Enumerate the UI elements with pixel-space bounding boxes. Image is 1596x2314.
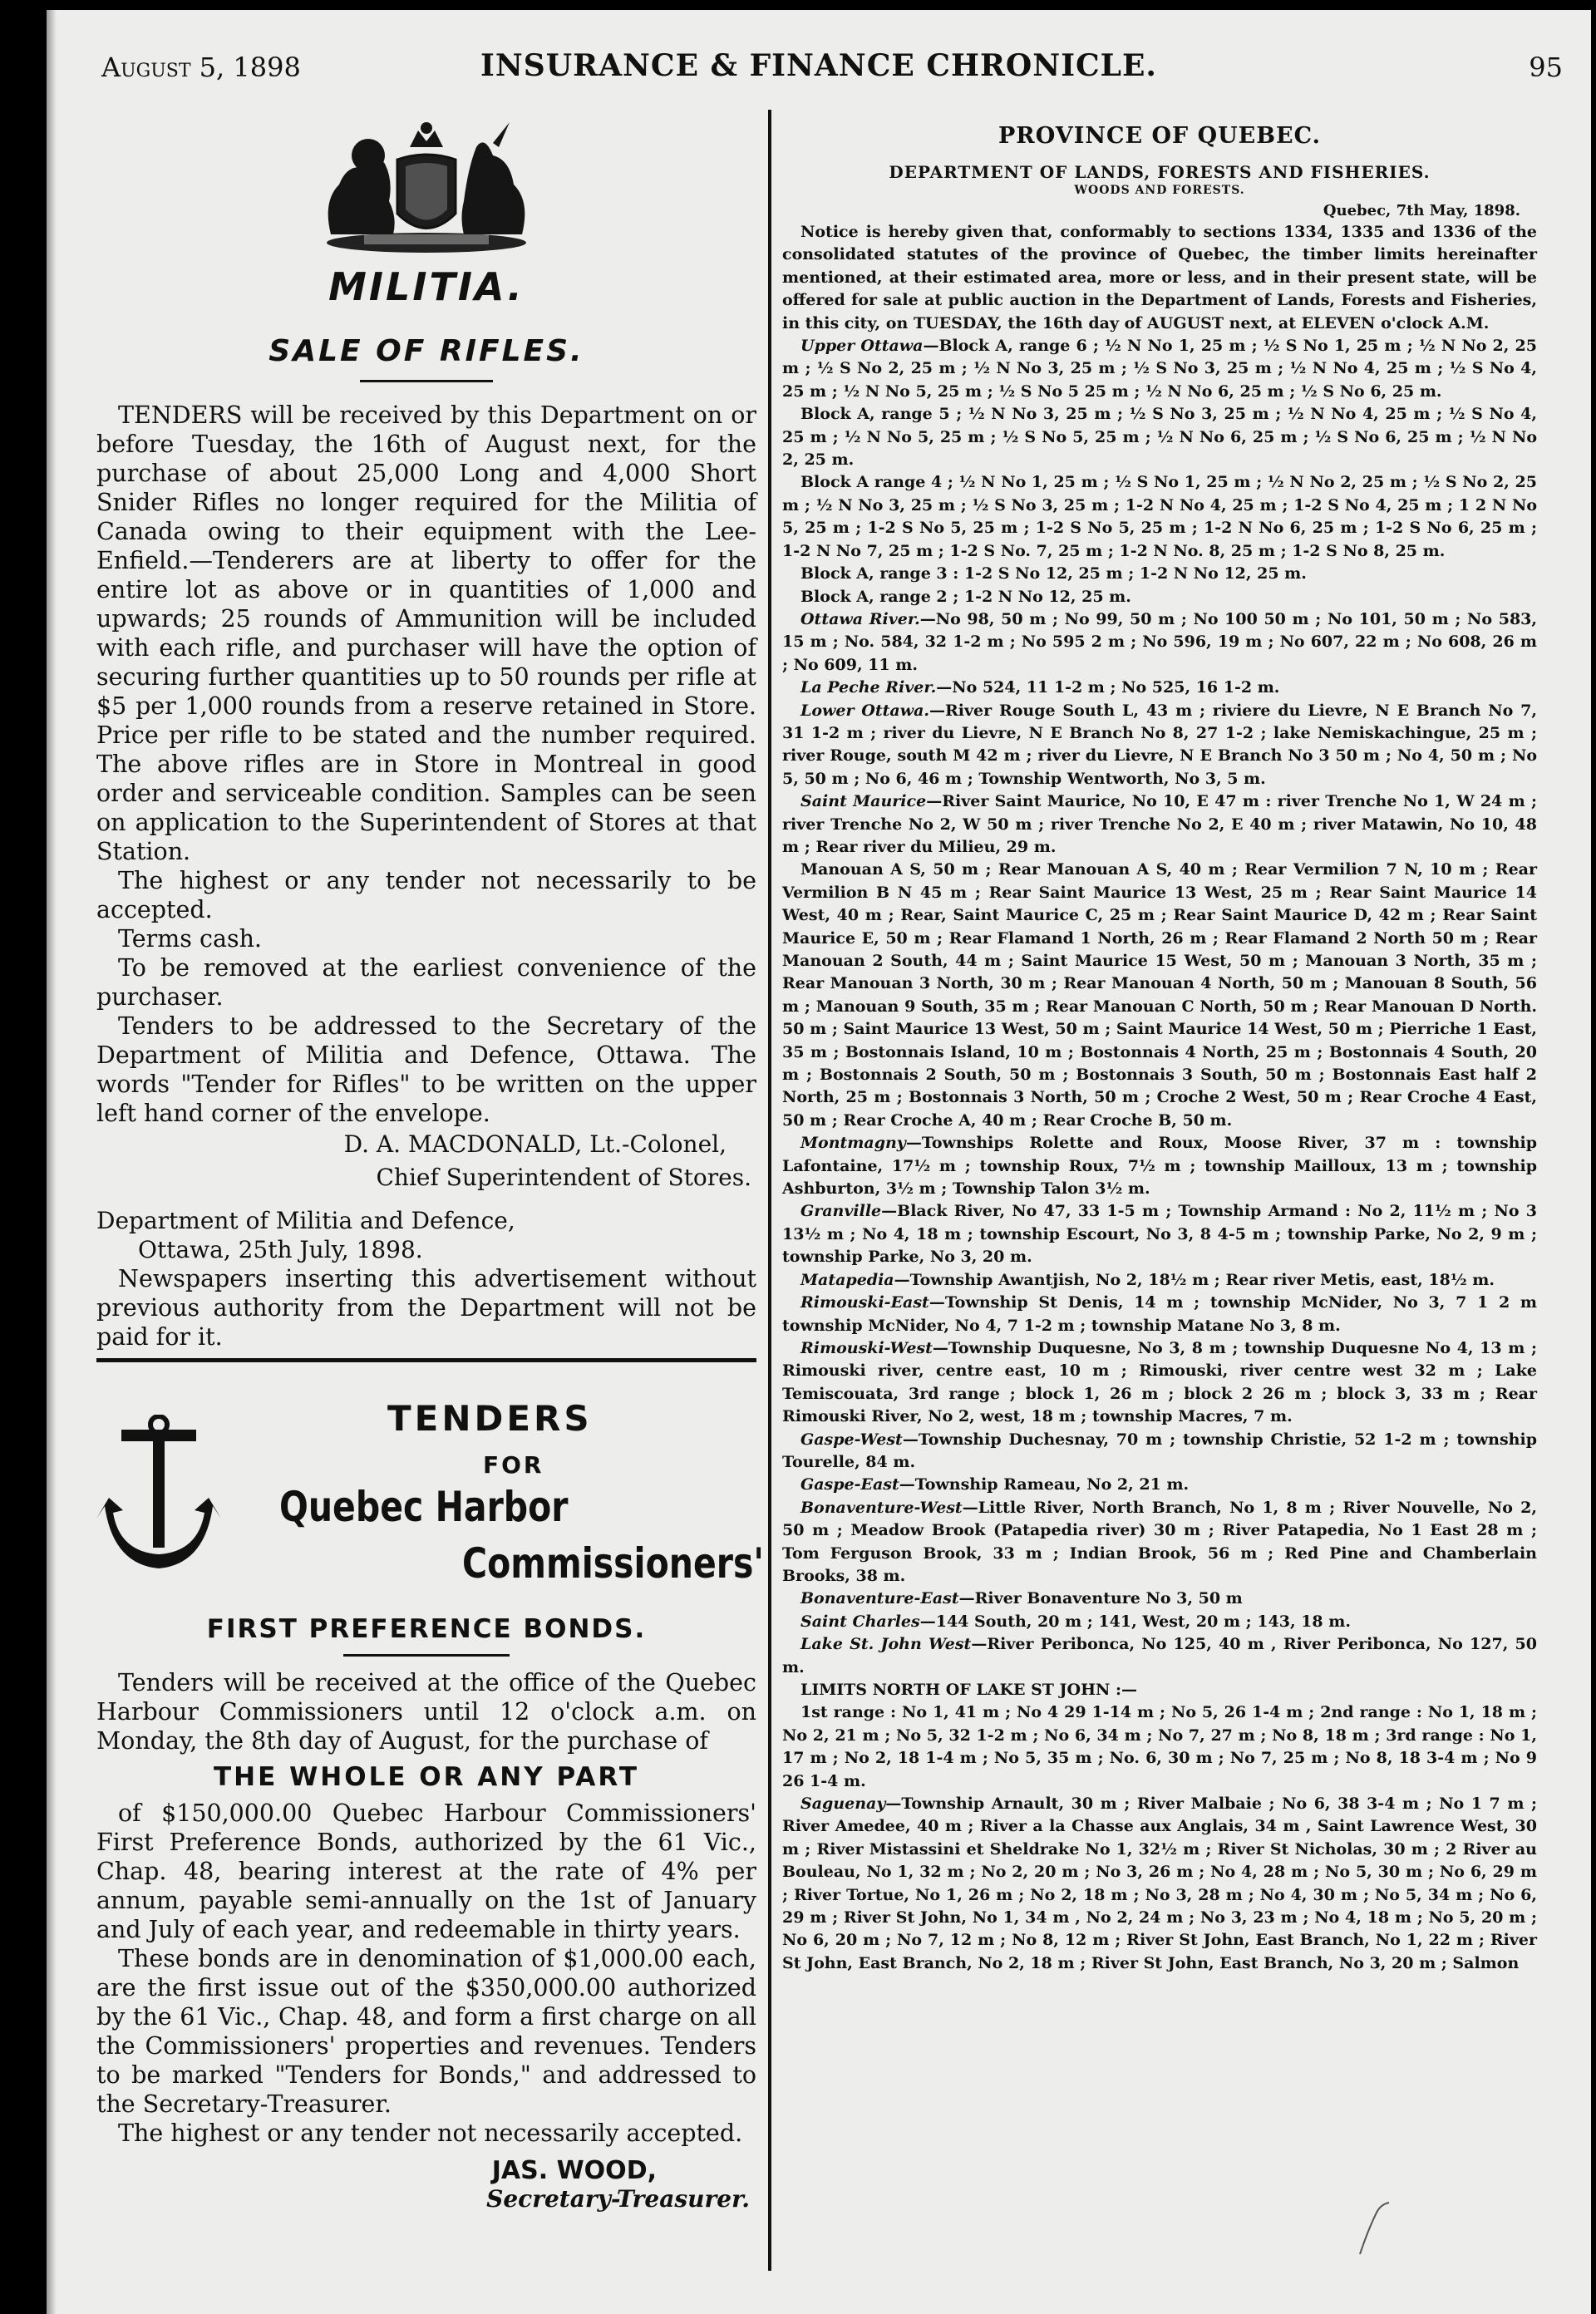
harbor-advert bbox=[96, 1373, 764, 2213]
timber-limit-entry bbox=[782, 1292, 1537, 1337]
region-label: Saint Charles bbox=[800, 1612, 920, 1631]
header-date: August 5, 1898 bbox=[101, 52, 301, 83]
timber-limit-entry bbox=[782, 1611, 1537, 1633]
entry-text: —Townships Rolette and Roux, Moose River, 37 m : township Lafontaine, 17½ m ; township Roux, 7½ m ; township Mailloux, 13 m ; township Ashburton, 3½ m ; Township Talon 3½ m. bbox=[782, 1134, 1537, 1199]
timber-limit-entry bbox=[782, 1132, 1537, 1200]
militia-paragraph: To be removed at the earliest convenience of the purchaser. bbox=[96, 954, 756, 1011]
right-column bbox=[782, 118, 1537, 1975]
province-title: PROVINCE OF QUEBEC. bbox=[998, 123, 1322, 149]
timber-limit-entry bbox=[782, 1633, 1537, 1679]
dept-line: Department of Militia and Defence, bbox=[96, 1207, 515, 1234]
timber-limit-entry bbox=[782, 700, 1537, 791]
timber-limit-entry bbox=[782, 1474, 1537, 1496]
entry-text: —Township Duchesnay, 70 m ; township Christie, 52 1-2 m ; township Tourelle, 84 m. bbox=[782, 1430, 1537, 1471]
entry-text: —Township Arnault, 30 m ; River Malbaie ; No 6, 38 3-4 m ; No 1 7 m ; River Amedee, 40 m ; River a la Chasse aux Anglais, 34 m , Saint Lawrence West, 30 m ; River Mistassini et Sheldrake No 1, 32½ m ; River St Nicholas, 30 m ; 2 River au Bouleau, No 1, 32 m ; No 2, 20 m ; No 3, 26 m ; No 4, 28 m ; No 5, 30 m ; No 6, 29 m ; River Tortue, No 1, 26 m ; No 2, 18 m ; No 3, 28 m ; No 4, 30 m ; No 5, 34 m ; No 6, 29 m ; River St John, No 1, 34 m , No 2, 24 m ; No 3, 23 m ; No 4, 18 m ; No 5, 20 m ; No 6, 20 m ; No 7, 12 m ; No 8, 12 m ; River St John, East Branch, No 1, 22 m ; River St John, East Branch, No 2, 18 m ; River St John, East Branch, No 3, 20 m ; Salmon bbox=[782, 1795, 1537, 1972]
timber-limit-list bbox=[782, 335, 1537, 1975]
region-label: Rimouski-West bbox=[800, 1338, 933, 1357]
region-label: Gaspe-West bbox=[800, 1430, 903, 1449]
harbor-intro bbox=[96, 1668, 756, 1755]
militia-dept-address bbox=[96, 1206, 756, 1264]
entry-text: —144 South, 20 m ; 141, West, 20 m ; 143, 18 m. bbox=[919, 1612, 1351, 1631]
entry-text: —Little River, North Branch, No 1, 8 m ; River Nouvelle, No 2, 50 m ; Meadow Brook (Patapedia river) 30 m ; River Patapedia, No 1 East 28 m ; Tom Ferguson Brook, 33 m ; Indian Brook, 56 m ; Red Pine and Chamberlain Brooks, 38 m. bbox=[782, 1498, 1537, 1585]
entry-text: —River Bonaventure No 3, 50 m bbox=[958, 1589, 1243, 1608]
entry-text: Block A, range 5 ; ½ N No 3, 25 m ; ½ S No 3, 25 m ; ½ N No 4, 25 m ; ½ S No 4, 25 m ; ½ N No 5, 25 m ; ½ S No 5, 25 m ; ½ N No 6, 25 m ; ½ S No 6, 25 m ; ½ N No 2, 25 m. bbox=[782, 405, 1537, 470]
harbor-name-line1: Quebec Harbor bbox=[279, 1483, 569, 1531]
tenders-heading: TENDERS bbox=[387, 1398, 593, 1439]
timber-limit-entry bbox=[782, 1793, 1537, 1975]
sale-of-rifles-heading: SALE OF RIFLES. bbox=[268, 334, 584, 368]
harbor-paragraph: These bonds are in denomination of $1,000.00 each, are the first issue out of the $350,000.00 authorized by the 61 Vic., Chap. 48, and form a first charge on all the Commissioners' properties and revenues. Tenders to be marked "Tenders for Bonds," and addressed to the Secretary-Treasurer. bbox=[96, 1945, 756, 2118]
woods-subheading: WOODS AND FORESTS. bbox=[1074, 184, 1245, 197]
region-label: Matapedia bbox=[800, 1270, 894, 1289]
entry-text: —No 98, 50 m ; No 99, 50 m ; No 100 50 m ; No 101, 50 m ; No 583, 15 m ; No. 584, 32 1-2 m ; No 595 2 m ; No 596, 19 m ; No 607, 22 m ; No 608, 26 m ; No 609, 11 m. bbox=[782, 609, 1537, 674]
harbor-signer: JAS. WOOD, bbox=[491, 2156, 657, 2185]
entry-text: —River Rouge South L, 43 m ; riviere du Lievre, N E Branch No 7, 31 1-2 m ; river du Lievre, N E Branch No 8, 27 1-2 ; lake Nemiskachingue, 25 m ; river Rouge, south M 42 m ; river du Lievre, N E Branch No 3 50 m ; No 4, 50 m ; No 5, 50 m ; No 6, 46 m ; Township Wentworth, No 3, 5 m. bbox=[782, 701, 1537, 788]
timber-limit-entry bbox=[782, 1200, 1537, 1268]
entry-text: LIMITS NORTH OF LAKE ST JOHN :— bbox=[800, 1681, 1138, 1699]
region-label: Granville bbox=[800, 1202, 882, 1221]
entry-text: Block A, range 3 : 1-2 S No 12, 25 m ; 1-2 N No 12, 25 m. bbox=[800, 564, 1307, 583]
harbor-signer-title: Secretary-Treasurer. bbox=[486, 2185, 750, 2213]
timber-limit-entry bbox=[782, 335, 1537, 403]
region-label: Gaspe-East bbox=[800, 1475, 899, 1494]
newspaper-note bbox=[96, 1264, 756, 1351]
for-heading: FOR bbox=[483, 1451, 544, 1479]
anchor-icon bbox=[96, 1415, 221, 1581]
harbor-body bbox=[96, 1799, 756, 2148]
column-divider bbox=[768, 110, 771, 2271]
entry-text: 1st range : No 1, 41 m ; No 4 29 1-14 m ; No 5, 26 1-4 m ; 2nd range : No 1, 18 m ; No 2, 21 m ; No 5, 32 1-2 m ; No 6, 34 m ; No 7, 27 m ; No 8, 18 m ; 3rd range : No 1, 17 m ; No 2, 18 1-4 m ; No 5, 35 m ; No. 6, 30 m ; No 7, 25 m ; No 8, 18 3-4 m ; No 9 26 1-4 m. bbox=[782, 1703, 1537, 1790]
entry-text: Block A range 4 ; ½ N No 1, 25 m ; ½ S No 1, 25 m ; ½ N No 2, 25 m ; ½ S No 2, 25 m ; ½ N No 3, 25 m ; ½ S No 3, 25 m ; 1-2 N No 4, 25 m ; 1-2 S No 4, 25 m ; 1 2 N No 5, 25 m ; 1-2 S No 5, 25 m ; 1-2 S No 5, 25 m ; 1-2 N No 6, 25 m ; 1-2 S No 6, 25 m ; 1-2 N No 7, 25 m ; 1-2 S No. 7, 25 m ; 1-2 N No. 8, 25 m ; 1-2 S No 8, 25 m. bbox=[782, 473, 1537, 560]
timber-limit-entry bbox=[782, 471, 1537, 563]
signer-title: Chief Superintendent of Stores. bbox=[376, 1164, 751, 1191]
page-edge-shadow bbox=[47, 10, 57, 2314]
timber-limit-entry bbox=[782, 563, 1537, 585]
entry-text: —No 524, 11 1-2 m ; No 525, 16 1-2 m. bbox=[936, 678, 1280, 697]
militia-signature bbox=[96, 1128, 756, 1194]
timber-limit-entry bbox=[782, 790, 1537, 859]
entry-text: —Township Awantjish, No 2, 18½ m ; Rear river Metis, east, 18½ m. bbox=[894, 1270, 1495, 1289]
harbor-name-line2: Commissioners' bbox=[462, 1539, 764, 1588]
region-label: Upper Ottawa bbox=[800, 337, 924, 356]
entry-text: —River Saint Maurice, No 10, E 47 m : river Trenche No 1, W 24 m ; river Trenche No 2, W 50 m ; river Trenche No 2, E 40 m ; river Matawin, No 10, 48 m ; Rear river du Milieu, 29 m. bbox=[782, 792, 1537, 856]
region-label: Lower Ottawa. bbox=[800, 701, 929, 720]
harbor-paragraph: of $150,000.00 Quebec Harbour Commissioners' First Preference Bonds, authorized by the 61 Vic., Chap. 48, bearing interest at the rate of 4% per annum, payable semi-annually on the 1st of January and July of each year, and redeemable in thirty years. bbox=[96, 1800, 756, 1943]
region-label: Lake St. John West bbox=[800, 1635, 972, 1654]
timber-limit-entry bbox=[782, 1588, 1537, 1610]
first-preference-bonds-heading: FIRST PREFERENCE BONDS. bbox=[206, 1614, 647, 1644]
notice-date: Quebec, 7th May, 1898. bbox=[1323, 202, 1520, 219]
whole-or-any-part-heading: THE WHOLE OR ANY PART bbox=[214, 1762, 639, 1792]
militia-heading: MILITIA. bbox=[328, 264, 525, 309]
militia-paragraph: Terms cash. bbox=[118, 925, 262, 953]
dept-line: Ottawa, 25th July, 1898. bbox=[138, 1236, 423, 1263]
timber-limit-entry bbox=[782, 1429, 1537, 1475]
entry-text: —Block A, range 6 ; ½ N No 1, 25 m ; ½ S No 1, 25 m ; ½ N No 2, 25 m ; ½ S No 2, 25 m ; ½ N No 3, 25 m ; ½ S No 3, 25 m ; ½ N No 4, 25 m ; ½ S No 4, 25 m ; ½ N No 5, 25 m ; ½ S No 5 25 m ; ½ N No 6, 25 m ; ½ S No 6, 25 m. bbox=[782, 337, 1537, 401]
header-page-number: 95 bbox=[1529, 52, 1563, 83]
militia-paragraph: TENDERS will be received by this Department on or before Tuesday, the 16th of August next, for the purchase of about 25,000 Long and 4,000 Short Snider Rifles no longer required for the Militia of Canada owing to their equipment with the Lee-Enfield.—Tenderers are at liberty to offer for the entire lot as above or in quantities of 1,000 and upwards; 25 rounds of Ammunition will be included with each rifle, and purchaser will have the option of securing further quantities up to 50 rounds per rifle at $5 per 1,000 rounds from a reserve retained in Store. Price per rifle to be stated and the number required. The above rifles are in Store in Montreal in good order and serviceable condition. Samples can be seen on application to the Superintendent of Stores at that Station. bbox=[96, 401, 756, 865]
entry-text: —Township St Denis, 14 m ; township McNider, No 3, 7 1 2 m township McNider, No 4, 7 1-2 m ; township Matane No 3, 8 m. bbox=[782, 1293, 1537, 1335]
header-title: INSURANCE & FINANCE CHRONICLE. bbox=[480, 48, 1157, 83]
page-header bbox=[47, 43, 1591, 93]
militia-paragraph: The highest or any tender not necessarily to be accepted. bbox=[96, 867, 756, 923]
heading-rule bbox=[343, 1654, 510, 1657]
entry-text: —Township Duquesne, No 3, 8 m ; township Duquesne No 4, 13 m ; Rimouski river, centre east, 10 m ; Rimouski, river centre west 32 m ; Lake Temiscouata, 3rd range ; block 1, 26 m ; block 2 26 m ; block 3, 33 m ; Rear Rimouski River, No 2, west, 18 m ; township Macres, 7 m. bbox=[782, 1338, 1537, 1426]
region-label: Bonaventure-East bbox=[800, 1589, 959, 1608]
region-label: Montmagny bbox=[800, 1134, 906, 1153]
timber-limit-entry bbox=[782, 586, 1537, 608]
militia-paragraph: Tenders to be addressed to the Secretary of the Department of Militia and Defence, Ottawa. The words "Tender for Rifles" to be written on the upper left hand corner of the envelope. bbox=[96, 1012, 756, 1127]
entry-text: Manouan A S, 50 m ; Rear Manouan A S, 40 m ; Rear Vermilion 7 N, 10 m ; Rear Vermilion B N 45 m ; Rear Saint Maurice 13 West, 25 m ; Rear Saint Maurice 14 West, 40 m ; Rear, Saint Maurice C, 25 m ; Rear Saint Maurice D, 42 m ; Rear Saint Maurice E, 50 m ; Rear Flamand 1 North, 26 m ; Rear Flamand 2 North 50 m ; Rear Manouan 2 South, 44 m ; Saint Maurice 15 West, 50 m ; Manouan 3 North, 35 m ; Rear Manouan 3 North, 30 m ; Rear Manouan 4 North, 50 m ; Manouan 8 South, 56 m ; Manouan 9 South, 35 m ; Rear Manouan C North, 50 m ; Rear Manouan D North. 50 m ; Saint Maurice 13 West, 50 m ; Saint Maurice 14 West, 50 m ; Pierriche 1 East, 35 m ; Bostonnais Island, 10 m ; Bostonnais 4 North, 25 m ; Bostonnais 4 South, 20 m ; Bostonnais 2 South, 50 m ; Bostonnais 3 South, 50 m ; Bostonnais East half 2 North, 25 m ; Bostonnais 3 North, 50 m ; Croche 2 West, 50 m ; Rear Croche 4 East, 50 m ; Rear Croche A, 40 m ; Rear Croche B, 50 m. bbox=[782, 860, 1537, 1130]
newspaper-note-text: Newspapers inserting this advertisement without previous authority from the Department will not be paid for it. bbox=[96, 1265, 756, 1351]
harbor-intro-text: Tenders will be received at the office of the Quebec Harbour Commissioners until 12 o'clock a.m. on Monday, the 8th day of August, for the purchase of bbox=[96, 1669, 756, 1755]
signer-name: D. A. MACDONALD, Lt.-Colonel, bbox=[343, 1130, 727, 1158]
timber-limit-entry bbox=[782, 1679, 1537, 1701]
section-divider bbox=[96, 1358, 756, 1362]
region-label: Saguenay bbox=[800, 1795, 886, 1814]
timber-limit-entry bbox=[782, 677, 1537, 699]
timber-limit-entry bbox=[782, 1497, 1537, 1588]
department-heading: DEPARTMENT OF LANDS, FORESTS AND FISHERIES. bbox=[889, 162, 1431, 182]
pencil-mark-icon bbox=[1352, 2196, 1401, 2262]
harbor-heading-block bbox=[96, 1390, 764, 1606]
region-label: Saint Maurice bbox=[800, 792, 927, 811]
timber-limit-entry bbox=[782, 859, 1537, 1132]
harbor-paragraph: The highest or any tender not necessarily accepted. bbox=[118, 2120, 743, 2147]
entry-text: —Township Rameau, No 2, 21 m. bbox=[899, 1475, 1190, 1494]
timber-limit-entry bbox=[782, 1701, 1537, 1793]
entry-text: Block A, range 2 ; 1-2 N No 12, 25 m. bbox=[800, 587, 1131, 606]
militia-notice-body bbox=[96, 401, 756, 1128]
region-label: Rimouski-East bbox=[800, 1293, 929, 1312]
left-column bbox=[96, 118, 764, 2213]
timber-notice bbox=[782, 221, 1537, 1975]
royal-crest-icon bbox=[314, 118, 539, 259]
timber-limit-entry bbox=[782, 608, 1537, 677]
region-label: La Peche River. bbox=[800, 678, 937, 697]
notice-intro: Notice is hereby given that, conformably to sections 1334, 1335 and 1336 of the consolidated statutes of the province of Quebec, the timber limits hereinafter mentioned, at their estimated area, more or less, and in their present state, will be offered for sale at public auction in the Department of Lands, Forests and Fisheries, in this city, on TUESDAY, the 16th day of AUGUST next, at ELEVEN o'clock A.M. bbox=[782, 223, 1537, 332]
region-label: Bonaventure-West bbox=[800, 1498, 963, 1517]
heading-rule bbox=[360, 380, 493, 382]
timber-limit-entry bbox=[782, 1269, 1537, 1292]
newspaper-page bbox=[47, 10, 1591, 2314]
timber-limit-entry bbox=[782, 1337, 1537, 1429]
entry-text: —River Peribonca, No 125, 40 m , River Peribonca, No 127, 50 m. bbox=[782, 1635, 1537, 1676]
timber-limit-entry bbox=[782, 403, 1537, 471]
region-label: Ottawa River. bbox=[800, 609, 920, 628]
entry-text: —Black River, No 47, 33 1-5 m ; Township Armand : No 2, 11½ m ; No 3 13½ m ; No 4, 18 m ; township Escourt, No 3, 8 4-5 m ; township Parke, No 2, 9 m ; township Parke, No 3, 20 m. bbox=[782, 1202, 1537, 1267]
